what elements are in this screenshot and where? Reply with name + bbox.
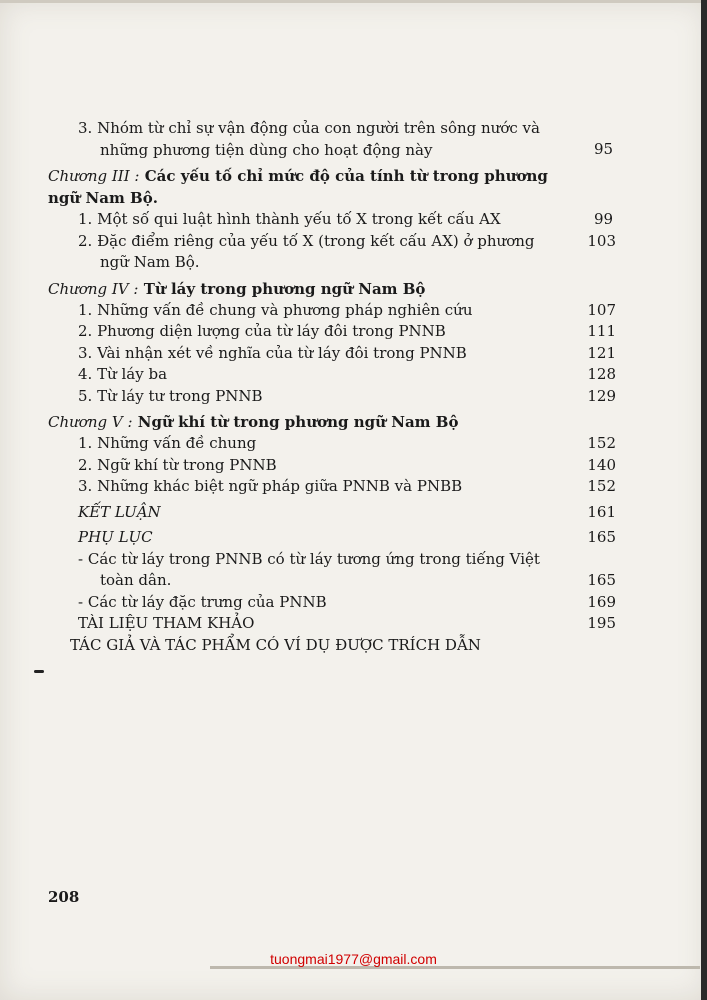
toc-item-page: 103 — [587, 231, 616, 250]
appendix-title: PHỤ LỤC — [78, 528, 153, 546]
toc-item-ch4-3 — [48, 343, 616, 365]
toc-item-text: 2. Đặc điểm riêng của yếu tố X (trong kết cấu AX) ở phương ngữ Nam Bộ. — [78, 231, 535, 271]
toc-item-ch5-1 — [48, 433, 616, 455]
toc-item-ch3-1: 1. Một số qui luật hình thành yếu tố X trong kết cấu AX 99 — [48, 209, 616, 231]
scan-mark — [34, 670, 44, 673]
toc-item-text: 2. Phương diện lượng của từ láy đôi trong PNNB — [78, 322, 446, 340]
page-number: 208 — [48, 888, 80, 906]
chapter-5-lead: Chương V : — [48, 413, 133, 431]
table-of-contents — [48, 118, 616, 656]
references-page: 195 — [587, 614, 616, 632]
toc-item-ch5-2 — [48, 455, 616, 477]
toc-item-page: 129 — [587, 386, 616, 405]
toc-item-page: 107 — [587, 300, 616, 319]
toc-item-text: 5. Từ láy tư trong PNNB — [78, 386, 263, 405]
toc-item-ch4-5 — [48, 386, 616, 408]
toc-item-text: - Các từ láy trong PNNB có từ láy tương ứng trong tiếng Việt toàn dân. — [78, 549, 540, 589]
toc-item-ch2-3: 3. Nhóm từ chỉ sự vận động của con người trên sông nước và những phương tiện dùng cho hoạt động này 95 — [48, 118, 616, 161]
toc-item-page: 121 — [587, 343, 616, 362]
toc-item-ch4-4 — [48, 364, 616, 386]
toc-item-text: 1. Những vấn đề chung — [78, 434, 257, 452]
toc-item-text: 3. Những khác biệt ngữ pháp giữa PNNB và PNBB — [78, 477, 463, 495]
toc-item-page: 128 — [587, 365, 616, 383]
chapter-3-lead: Chương III : — [48, 167, 140, 185]
toc-item-text: 2. Ngữ khí từ trong PNNB — [78, 455, 277, 474]
toc-item-text: 1. Một số qui luật hình thành yếu tố X trong kết cấu AX — [78, 210, 501, 228]
page-top-edge — [0, 0, 707, 3]
authors-title: TÁC GIẢ VÀ TÁC PHẨM CÓ VÍ DỤ ĐƯỢC TRÍCH DẪN — [70, 635, 481, 654]
toc-item-page: 140 — [587, 455, 616, 474]
toc-item-text: 3. Vài nhận xét về nghĩa của từ láy đôi trong PNNB — [78, 343, 467, 362]
toc-conclusion — [48, 502, 616, 524]
chapter-3-heading — [48, 165, 616, 209]
toc-item-ch3-2 — [48, 231, 616, 274]
conclusion-title: KẾT LUẬN — [78, 502, 161, 521]
toc-appendix-item-1 — [48, 549, 616, 592]
chapter-5-heading — [48, 411, 616, 433]
toc-item-page: 152 — [587, 477, 616, 495]
toc-item-ch4-2 — [48, 321, 616, 343]
toc-item-page: 169 — [587, 592, 616, 611]
toc-appendix — [48, 527, 616, 549]
references-title: TÀI LIỆU THAM KHẢO — [78, 614, 255, 632]
chapter-4-title: Từ láy trong phương ngữ Nam Bộ — [143, 279, 426, 298]
toc-item-text: 3. Nhóm từ chỉ sự vận động của con người trên sông nước và những phương tiện dùng cho hoạt động này — [78, 119, 540, 159]
toc-item-text: 4. Từ láy ba — [78, 365, 168, 383]
toc-item-text: - Các từ láy đặc trưng của PNNB — [78, 592, 327, 611]
conclusion-page: 161 — [587, 502, 616, 521]
toc-authors — [48, 635, 616, 657]
toc-item-page: 152 — [587, 434, 616, 452]
appendix-page: 165 — [587, 528, 616, 546]
chapter-3-title: Các yếu tố chỉ mức độ của tính từ trong phương ngữ Nam Bộ. — [48, 167, 548, 207]
chapter-4-heading — [48, 278, 616, 300]
toc-item-ch4-1 — [48, 300, 616, 322]
email-watermark: tuongmai1977@gmail.com — [270, 951, 437, 967]
toc-item-page: 111 — [587, 322, 616, 340]
chapter-4-lead: Chương IV : — [48, 279, 139, 298]
toc-item-text: 1. Những vấn đề chung và phương pháp nghiên cứu — [78, 300, 473, 319]
toc-references — [48, 613, 616, 635]
toc-item-page: 165 — [587, 570, 616, 589]
toc-appendix-item-2 — [48, 592, 616, 614]
page-right-edge — [701, 0, 707, 1000]
toc-item-ch5-3 — [48, 476, 616, 498]
chapter-5-title: Ngữ khí từ trong phương ngữ Nam Bộ — [137, 413, 459, 431]
